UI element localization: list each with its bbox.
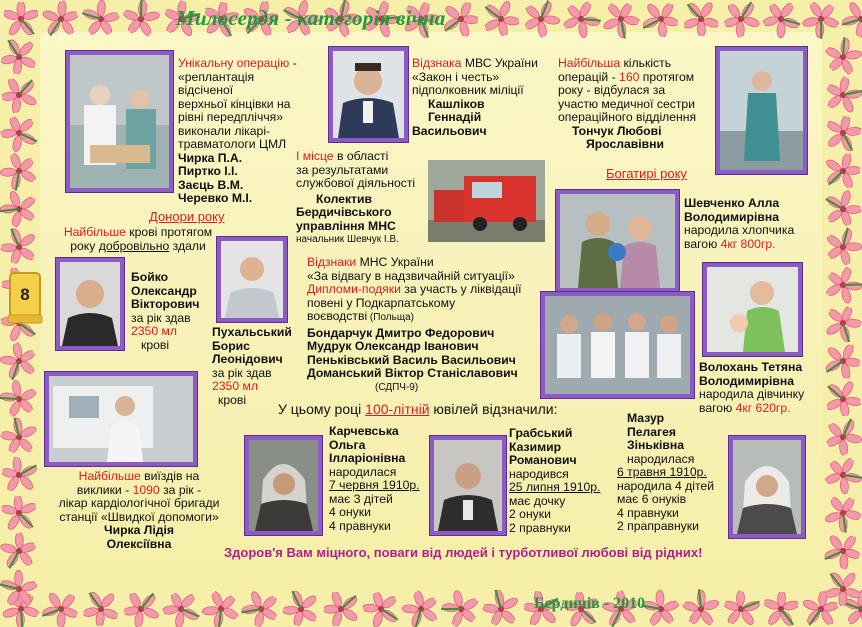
photo-mazur xyxy=(729,436,805,538)
lily-flower-icon xyxy=(84,2,118,36)
lily-flower-icon xyxy=(764,2,798,36)
nurse-line: участю медичної сестри xyxy=(558,96,695,111)
donor-name: Леонідович xyxy=(212,352,283,366)
centenary-heading-part: 100-літній xyxy=(365,401,430,417)
donors-lead: Найбільше xyxy=(63,225,126,239)
centenarian-name: Грабський xyxy=(509,426,573,440)
lily-flower-icon xyxy=(2,458,36,492)
lily-flower-icon xyxy=(44,592,78,626)
donor-pukhalskyi xyxy=(212,326,297,407)
donors-line: крові протягом xyxy=(125,225,213,239)
centenarian-birthdate: 25 липня 1910р. xyxy=(509,480,601,494)
ambulance-line: виклики - xyxy=(76,482,133,497)
photo-karchevska xyxy=(245,436,322,535)
donor-line: за рік здав xyxy=(131,310,191,325)
centenarian-line: 4 правнуки xyxy=(329,518,391,533)
first-place-line: службової діяльності xyxy=(296,176,416,190)
centenarian-line: 2 правнуки xyxy=(509,520,571,535)
lily-flower-icon xyxy=(826,154,860,188)
donor-name: Борис xyxy=(212,338,250,353)
donor-line: крові xyxy=(218,392,247,407)
lily-flower-icon xyxy=(364,592,398,626)
baby-weight: 4кг 620гр. xyxy=(735,400,791,415)
centenarian-name: Зіньківна xyxy=(627,438,684,452)
centenarian-line: має 6 онуків xyxy=(617,492,687,506)
lily-flower-icon xyxy=(644,592,678,626)
surgery-line: верхньої кінцівки на xyxy=(178,96,291,111)
lily-flower-icon xyxy=(2,382,36,416)
lily-flower-icon xyxy=(826,78,860,112)
centenary-heading-part: У цьому році xyxy=(278,401,366,417)
nurse-name: Ярославівни xyxy=(586,137,665,151)
mns-line: «За відвагу в надзвичайній ситуації» xyxy=(307,268,515,283)
mother-line: вагою xyxy=(699,400,736,415)
lily-flower-icon xyxy=(244,592,278,626)
centenarian-line: 4 правнуки xyxy=(617,505,679,520)
police-name: Кашліков xyxy=(428,96,485,111)
surgery-line: - xyxy=(289,56,297,70)
lily-flower-icon xyxy=(2,572,36,606)
centenary-heading xyxy=(278,401,557,417)
lily-flower-icon xyxy=(324,592,358,626)
lily-flower-icon xyxy=(2,496,36,530)
mns-line: за участь у ліквідації xyxy=(400,282,522,296)
lily-flower-icon xyxy=(444,592,478,626)
lily-flower-icon xyxy=(764,592,798,626)
police-award-text xyxy=(412,57,542,138)
donor-line: крові xyxy=(141,337,170,352)
centenarian-line: має дочку xyxy=(509,493,566,508)
photo-donor-boiko xyxy=(56,258,124,350)
lily-flower-icon xyxy=(644,2,678,36)
lily-flower-icon xyxy=(4,2,38,36)
lily-flower-icon xyxy=(826,268,860,302)
centenarian-name: Пелагея xyxy=(627,424,677,439)
lily-flower-icon xyxy=(2,420,36,454)
lily-flower-icon xyxy=(826,496,860,530)
nurse-line: року - відбулася за xyxy=(558,83,666,97)
mother-volokhan xyxy=(699,361,829,415)
first-place-line: в області xyxy=(333,149,389,163)
surgery-lead: Унікальну операцію xyxy=(178,56,290,70)
lily-flower-icon xyxy=(826,420,860,454)
surgery-text xyxy=(178,57,303,206)
centenarian-line: народилася xyxy=(627,451,695,466)
mns-unit: (СДПЧ-9) xyxy=(375,381,419,393)
mns-rescuer-name: Доманський Віктор Станіславович xyxy=(307,366,518,380)
police-lead: Відзнака xyxy=(412,56,462,70)
mns-diplomas: Дипломи-подяки xyxy=(307,282,401,296)
heroes-heading: Богатирі року xyxy=(606,166,687,181)
page-number: 8 xyxy=(20,285,30,304)
lily-flower-icon xyxy=(604,2,638,36)
lily-flower-icon xyxy=(484,2,518,36)
page-number-badge xyxy=(6,267,44,327)
donors-heading: Донори року xyxy=(149,209,225,224)
baby-weight: 4кг 800гр. xyxy=(720,236,776,251)
mother-name: Володимирівна xyxy=(684,209,780,224)
surgery-line: «реплантація відсіченої xyxy=(178,69,255,97)
mns-lead: Відзнаки xyxy=(307,255,357,269)
lily-flower-icon xyxy=(2,534,36,568)
ambulance-text xyxy=(50,470,228,551)
ambulance-line: лікар кардіологічної бригади xyxy=(58,496,220,510)
lily-flower-icon xyxy=(826,344,860,378)
lily-flower-icon xyxy=(284,592,318,626)
lily-flower-icon xyxy=(826,458,860,492)
footer-city-year: Бердичів - 2010 xyxy=(534,595,646,612)
surgeon-name: Чирка П.А. xyxy=(178,150,243,165)
centenarian-grabskyi xyxy=(509,427,609,535)
lily-flower-icon xyxy=(826,306,860,340)
centenarian-line: народився xyxy=(509,466,569,481)
mother-line: народила хлопчика xyxy=(684,223,795,237)
nurse-name: Тончук Любові xyxy=(572,123,662,138)
police-name: Геннадій xyxy=(428,110,482,124)
donor-boiko xyxy=(131,271,216,352)
ambulance-count: 1090 xyxy=(132,482,160,497)
donor-name: Олександр xyxy=(131,283,197,298)
surgery-line: рівні передпліччя» xyxy=(178,110,284,124)
first-place-text xyxy=(296,150,431,247)
page-title: Милосердя - категорія вічна xyxy=(176,6,446,30)
donor-name: Вікторович xyxy=(131,297,200,311)
donors-intro xyxy=(53,226,223,253)
lily-flower-icon xyxy=(804,2,838,36)
lily-flower-icon xyxy=(684,592,718,626)
mother-name: Шевченко Алла xyxy=(684,196,780,210)
lily-flower-icon xyxy=(2,78,36,112)
centenarian-line: має 3 дітей xyxy=(329,491,393,506)
first-place-name: Колектив xyxy=(316,191,372,206)
centenarian-line: 4 онуки xyxy=(329,505,371,519)
photo-ambulance-doctor xyxy=(45,372,197,466)
mns-line: МНС України xyxy=(356,255,434,269)
centenarian-karchevska xyxy=(329,425,429,533)
photo-fire-truck xyxy=(428,160,545,242)
first-place-chief: начальник Шевчук І.В. xyxy=(296,234,399,245)
photo-grabskyi xyxy=(430,436,506,535)
lily-flower-icon xyxy=(826,534,860,568)
mns-rescuer-name: Пеньківський Василь Васильович xyxy=(307,352,516,367)
donor-line: за рік здав xyxy=(212,365,272,380)
centenarian-birthdate: 6 травня 1910р. xyxy=(617,465,707,479)
lily-flower-icon xyxy=(826,572,860,606)
lily-flower-icon xyxy=(44,2,78,36)
police-line: «Закон і честь» xyxy=(412,69,500,84)
lily-flower-icon xyxy=(484,592,518,626)
photo-mother-volokhan xyxy=(703,263,802,356)
ambulance-line: за рік - xyxy=(159,482,202,497)
surgeon-name: Пиртко І.І. xyxy=(178,164,238,178)
mother-line: вагою xyxy=(684,236,721,251)
nurse-line: кількість xyxy=(620,56,672,70)
lily-flower-icon xyxy=(684,2,718,36)
donor-amount: 2350 мл xyxy=(212,379,258,393)
centenarian-name: Ольга xyxy=(329,437,366,452)
lily-flower-icon xyxy=(2,154,36,188)
mother-shevchenko xyxy=(684,197,814,251)
ambulance-line: станції «Швидкої допомоги» xyxy=(59,509,219,524)
lily-flower-icon xyxy=(84,592,118,626)
nurse-lead: Найбільша xyxy=(558,56,621,70)
lily-flower-icon xyxy=(724,2,758,36)
wish-text: Здоров'я Вам міцного, поваги від людей і турботливої любові від рідних! xyxy=(224,545,703,560)
lily-flower-icon xyxy=(826,230,860,264)
centenarian-birthdate: 7 червня 1910р. xyxy=(329,478,420,492)
mns-line: повені у Подкарпатському xyxy=(307,295,456,310)
lily-flower-icon xyxy=(826,382,860,416)
photo-donor-pukhalskyi xyxy=(217,237,287,322)
surgery-line: виконали лікарі- xyxy=(178,123,271,138)
centenary-heading-part: ювілей відзначили: xyxy=(429,401,558,417)
lily-flower-icon xyxy=(844,2,862,36)
ambulance-line: виїздів на xyxy=(140,469,200,483)
centenarian-name: Казимир xyxy=(509,439,562,454)
ambulance-name: Олексіївна xyxy=(106,536,172,551)
donor-amount: 2350 мл xyxy=(131,324,177,338)
lily-flower-icon xyxy=(826,116,860,150)
centenarian-line: 2 онуки xyxy=(509,507,551,521)
centenarian-name: Мазур xyxy=(627,411,665,425)
centenarian-line: 2 праправнуки xyxy=(617,519,699,533)
lily-flower-icon xyxy=(444,2,478,36)
centenarian-line: народила 4 дітей xyxy=(617,478,715,493)
centenarian-name: Ілларіонівна xyxy=(329,451,406,465)
lily-flower-icon xyxy=(2,344,36,378)
nurse-line: протягом xyxy=(639,69,695,84)
centenarian-name: Романович xyxy=(509,453,577,467)
ambulance-lead: Найбільше xyxy=(78,469,141,483)
photo-police-officer xyxy=(329,47,408,142)
lily-flower-icon xyxy=(2,230,36,264)
lily-flower-icon xyxy=(2,40,36,74)
nurse-line: операційного відділення xyxy=(558,110,697,124)
mother-line: народила дівчинку xyxy=(699,387,805,401)
lily-flower-icon xyxy=(2,116,36,150)
lily-flower-icon xyxy=(564,2,598,36)
photo-nurse xyxy=(716,47,807,174)
first-place-lead: І місце xyxy=(296,149,334,163)
donors-line: добровільно xyxy=(98,238,170,253)
ambulance-name: Чирка Лідія xyxy=(104,523,174,537)
surgery-line: травматологи ЦМЛ xyxy=(178,137,287,151)
lily-flower-icon xyxy=(724,592,758,626)
surgeon-name: Черевко М.І. xyxy=(178,191,253,205)
donor-name: Бойко xyxy=(131,270,169,284)
nurse-line: операцій - xyxy=(558,69,616,84)
centenarian-name: Карчевська xyxy=(329,424,399,438)
lily-flower-icon xyxy=(2,192,36,226)
first-place-line: за результатами xyxy=(296,162,389,177)
police-line: МВС України xyxy=(461,56,538,70)
lily-flower-icon xyxy=(826,40,860,74)
photo-family-shevchenko xyxy=(556,190,679,292)
mns-rescuer-name: Бондарчук Дмитро Федорович xyxy=(307,325,495,340)
photo-surgeons xyxy=(66,51,173,192)
mns-line: воєводстві xyxy=(307,309,368,323)
lily-flower-icon xyxy=(826,192,860,226)
mother-name: Володимирівна xyxy=(699,373,795,388)
first-place-name: управління МНС xyxy=(296,218,396,233)
photo-mns-rescuers xyxy=(541,292,694,398)
mother-name: Волохань Тетяна xyxy=(699,360,803,374)
lily-flower-icon xyxy=(524,2,558,36)
centenarian-line: народилася xyxy=(329,464,397,479)
lily-flower-icon xyxy=(404,592,438,626)
lily-flower-icon xyxy=(204,592,238,626)
lily-flower-icon xyxy=(124,592,158,626)
mns-line: (Польща) xyxy=(367,312,414,323)
mns-rescuer-name: Мудрук Олександр Іванович xyxy=(307,339,479,353)
donors-line: здали xyxy=(169,238,206,253)
nurse-text xyxy=(558,57,706,152)
centenarian-mazur xyxy=(617,412,727,534)
mns-awards xyxy=(307,256,542,394)
first-place-name: Бердичівського xyxy=(296,205,392,219)
lily-flower-icon xyxy=(164,592,198,626)
lily-flower-icon xyxy=(124,2,158,36)
donor-name: Пухальський xyxy=(212,325,292,339)
police-name: Васильович xyxy=(412,123,487,138)
nurse-count: 160 xyxy=(615,69,640,84)
surgeon-name: Заєць В.М. xyxy=(178,177,244,192)
donors-line: року xyxy=(70,238,99,253)
police-line: підполковник міліції xyxy=(412,83,524,97)
